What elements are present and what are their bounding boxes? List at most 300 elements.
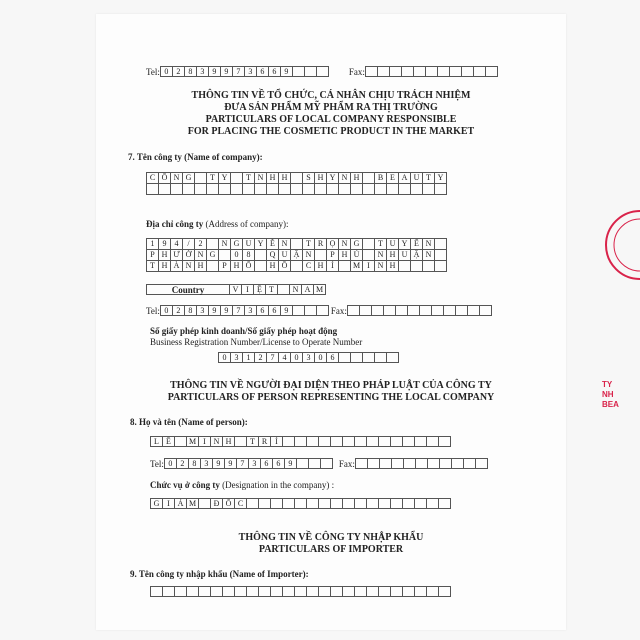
char-cell[interactable] (476, 458, 488, 469)
char-cell[interactable] (355, 586, 367, 597)
char-cell[interactable] (247, 586, 259, 597)
char-cell[interactable] (223, 586, 235, 597)
country-grid[interactable] (230, 284, 326, 295)
char-cell[interactable]: 1 (243, 352, 255, 363)
char-cell[interactable]: 9 (213, 458, 225, 469)
char-cell[interactable] (243, 184, 255, 195)
char-cell[interactable] (351, 184, 363, 195)
char-cell[interactable] (363, 184, 375, 195)
char-cell[interactable]: G (207, 250, 219, 261)
char-cell[interactable]: 6 (327, 352, 339, 363)
char-cell[interactable]: 6 (269, 305, 281, 316)
char-cell[interactable]: H (231, 261, 243, 272)
char-cell[interactable] (444, 305, 456, 316)
char-cell[interactable]: 2 (173, 66, 185, 77)
char-cell[interactable] (379, 586, 391, 597)
char-cell[interactable]: N (195, 250, 207, 261)
char-cell[interactable]: N (211, 436, 223, 447)
char-cell[interactable]: M (187, 498, 199, 509)
char-cell[interactable]: 6 (273, 458, 285, 469)
char-cell[interactable]: R (259, 436, 271, 447)
char-cell[interactable] (319, 498, 331, 509)
char-cell[interactable]: 0 (231, 250, 243, 261)
char-cell[interactable] (255, 184, 267, 195)
char-cell[interactable] (380, 458, 392, 469)
char-cell[interactable] (343, 586, 355, 597)
char-cell[interactable] (403, 498, 415, 509)
char-cell[interactable] (423, 261, 435, 272)
char-cell[interactable]: 7 (233, 305, 245, 316)
char-cell[interactable]: H (351, 173, 363, 184)
char-cell[interactable]: T (303, 239, 315, 250)
char-cell[interactable] (151, 586, 163, 597)
char-cell[interactable] (339, 352, 351, 363)
char-cell[interactable] (283, 498, 295, 509)
char-cell[interactable] (339, 184, 351, 195)
char-cell[interactable] (348, 305, 360, 316)
char-cell[interactable] (195, 173, 207, 184)
char-cell[interactable] (474, 66, 486, 77)
char-cell[interactable] (379, 498, 391, 509)
char-cell[interactable] (368, 458, 380, 469)
char-cell[interactable] (468, 305, 480, 316)
company-name-grid[interactable] (146, 172, 447, 195)
char-cell[interactable]: 6 (269, 66, 281, 77)
char-cell[interactable]: N (375, 261, 387, 272)
char-cell[interactable] (363, 250, 375, 261)
char-cell[interactable] (307, 436, 319, 447)
company-fax-grid[interactable] (347, 305, 492, 316)
char-cell[interactable] (355, 436, 367, 447)
char-cell[interactable] (307, 586, 319, 597)
char-cell[interactable] (408, 305, 420, 316)
char-cell[interactable]: H (387, 250, 399, 261)
char-cell[interactable] (327, 184, 339, 195)
char-cell[interactable]: 2 (173, 305, 185, 316)
char-cell[interactable]: Ê (163, 436, 175, 447)
char-cell[interactable]: H (279, 173, 291, 184)
char-cell[interactable]: H (159, 261, 171, 272)
char-cell[interactable]: U (399, 250, 411, 261)
char-cell[interactable] (291, 239, 303, 250)
char-cell[interactable] (416, 458, 428, 469)
char-cell[interactable]: 9 (281, 305, 293, 316)
char-cell[interactable]: Ọ (327, 239, 339, 250)
top-tel-grid[interactable] (160, 66, 329, 77)
person-fax-grid[interactable] (355, 458, 488, 469)
char-cell[interactable] (183, 184, 195, 195)
char-cell[interactable] (363, 352, 375, 363)
char-cell[interactable]: 3 (197, 66, 209, 77)
char-cell[interactable] (355, 498, 367, 509)
char-cell[interactable] (367, 436, 379, 447)
char-cell[interactable] (420, 305, 432, 316)
char-cell[interactable]: 0 (315, 352, 327, 363)
char-cell[interactable] (199, 498, 211, 509)
char-cell[interactable] (305, 66, 317, 77)
char-cell[interactable] (315, 184, 327, 195)
char-cell[interactable] (450, 66, 462, 77)
char-cell[interactable] (331, 498, 343, 509)
char-cell[interactable]: 0 (219, 352, 231, 363)
designation-grid[interactable] (150, 498, 451, 509)
char-cell[interactable] (439, 436, 451, 447)
char-cell[interactable] (259, 586, 271, 597)
char-cell[interactable] (428, 458, 440, 469)
char-cell[interactable] (427, 436, 439, 447)
char-cell[interactable]: S (303, 173, 315, 184)
char-cell[interactable]: C (235, 498, 247, 509)
char-cell[interactable] (403, 586, 415, 597)
char-cell[interactable]: Ô (159, 173, 171, 184)
char-cell[interactable] (414, 66, 426, 77)
designation-field[interactable] (150, 498, 451, 509)
person-tel-grid[interactable] (164, 458, 333, 469)
char-cell[interactable]: Y (255, 239, 267, 250)
char-cell[interactable]: 0 (291, 352, 303, 363)
char-cell[interactable]: 9 (159, 239, 171, 250)
char-cell[interactable]: G (183, 173, 195, 184)
char-cell[interactable] (235, 436, 247, 447)
char-cell[interactable]: N (171, 173, 183, 184)
char-cell[interactable] (343, 498, 355, 509)
importer-name-field[interactable] (150, 586, 451, 597)
char-cell[interactable]: 1 (147, 239, 159, 250)
char-cell[interactable]: 9 (281, 66, 293, 77)
char-cell[interactable]: Í (327, 261, 339, 272)
char-cell[interactable]: N (290, 284, 302, 295)
char-cell[interactable] (411, 184, 423, 195)
char-cell[interactable] (291, 173, 303, 184)
char-cell[interactable]: B (375, 173, 387, 184)
char-cell[interactable] (235, 586, 247, 597)
char-cell[interactable]: T (423, 173, 435, 184)
char-cell[interactable] (297, 458, 309, 469)
char-cell[interactable] (462, 66, 474, 77)
char-cell[interactable] (435, 184, 447, 195)
char-cell[interactable] (207, 184, 219, 195)
char-cell[interactable]: N (303, 250, 315, 261)
char-cell[interactable]: I (199, 436, 211, 447)
char-cell[interactable]: H (223, 436, 235, 447)
person-name-grid[interactable] (150, 436, 451, 447)
char-cell[interactable] (283, 586, 295, 597)
license-field[interactable] (218, 352, 399, 363)
char-cell[interactable]: G (151, 498, 163, 509)
char-cell[interactable] (291, 184, 303, 195)
char-cell[interactable]: N (279, 239, 291, 250)
char-cell[interactable]: U (387, 239, 399, 250)
char-cell[interactable] (278, 284, 290, 295)
char-cell[interactable] (438, 66, 450, 77)
char-cell[interactable] (259, 498, 271, 509)
char-cell[interactable]: À (171, 261, 183, 272)
char-cell[interactable]: C (303, 261, 315, 272)
char-cell[interactable] (175, 586, 187, 597)
address-field[interactable] (146, 238, 447, 272)
char-cell[interactable]: 3 (201, 458, 213, 469)
char-cell[interactable]: U (243, 239, 255, 250)
char-cell[interactable] (295, 498, 307, 509)
char-cell[interactable] (391, 586, 403, 597)
top-fax-grid[interactable] (365, 66, 498, 77)
char-cell[interactable] (339, 261, 351, 272)
char-cell[interactable] (303, 184, 315, 195)
char-cell[interactable]: / (183, 239, 195, 250)
char-cell[interactable] (255, 250, 267, 261)
char-cell[interactable]: 9 (285, 458, 297, 469)
char-cell[interactable]: 8 (185, 305, 197, 316)
char-cell[interactable] (384, 305, 396, 316)
char-cell[interactable] (387, 352, 399, 363)
char-cell[interactable] (363, 173, 375, 184)
char-cell[interactable]: Y (399, 239, 411, 250)
char-cell[interactable]: C (147, 173, 159, 184)
char-cell[interactable]: Ư (171, 250, 183, 261)
char-cell[interactable]: P (219, 261, 231, 272)
char-cell[interactable]: 3 (245, 305, 257, 316)
char-cell[interactable] (255, 261, 267, 272)
char-cell[interactable] (207, 261, 219, 272)
char-cell[interactable]: Á (175, 498, 187, 509)
char-cell[interactable]: N (219, 239, 231, 250)
char-cell[interactable]: Ể (411, 239, 423, 250)
char-cell[interactable]: 2 (177, 458, 189, 469)
char-cell[interactable]: Đ (211, 498, 223, 509)
char-cell[interactable]: 6 (261, 458, 273, 469)
char-cell[interactable]: N (339, 173, 351, 184)
char-cell[interactable] (392, 458, 404, 469)
char-cell[interactable]: T (266, 284, 278, 295)
char-cell[interactable]: H (267, 261, 279, 272)
char-cell[interactable]: 8 (189, 458, 201, 469)
char-cell[interactable]: N (375, 250, 387, 261)
char-cell[interactable]: H (195, 261, 207, 272)
char-cell[interactable] (317, 305, 329, 316)
char-cell[interactable]: H (315, 173, 327, 184)
char-cell[interactable]: Ễ (267, 239, 279, 250)
char-cell[interactable]: 9 (225, 458, 237, 469)
address-grid[interactable] (146, 238, 447, 272)
char-cell[interactable] (486, 66, 498, 77)
char-cell[interactable]: 3 (231, 352, 243, 363)
char-cell[interactable] (187, 586, 199, 597)
char-cell[interactable] (307, 498, 319, 509)
person-name-field[interactable] (150, 436, 451, 447)
char-cell[interactable]: T (243, 173, 255, 184)
char-cell[interactable] (399, 261, 411, 272)
char-cell[interactable] (293, 66, 305, 77)
char-cell[interactable]: 9 (209, 66, 221, 77)
char-cell[interactable]: T (207, 173, 219, 184)
char-cell[interactable]: 2 (195, 239, 207, 250)
license-grid[interactable] (218, 352, 399, 363)
char-cell[interactable] (195, 184, 207, 195)
char-cell[interactable] (295, 586, 307, 597)
char-cell[interactable]: I (363, 261, 375, 272)
char-cell[interactable]: U (411, 173, 423, 184)
char-cell[interactable] (367, 586, 379, 597)
char-cell[interactable]: 4 (171, 239, 183, 250)
char-cell[interactable]: I (242, 284, 254, 295)
char-cell[interactable]: Ồ (279, 261, 291, 272)
char-cell[interactable] (219, 184, 231, 195)
char-cell[interactable]: Y (435, 173, 447, 184)
char-cell[interactable] (295, 436, 307, 447)
char-cell[interactable] (207, 239, 219, 250)
char-cell[interactable] (464, 458, 476, 469)
char-cell[interactable] (211, 586, 223, 597)
char-cell[interactable] (247, 498, 259, 509)
char-cell[interactable] (387, 184, 399, 195)
char-cell[interactable]: Q (267, 250, 279, 261)
char-cell[interactable]: M (187, 436, 199, 447)
char-cell[interactable]: M (351, 261, 363, 272)
char-cell[interactable]: T (147, 261, 159, 272)
char-cell[interactable] (231, 184, 243, 195)
char-cell[interactable] (402, 66, 414, 77)
char-cell[interactable]: N (339, 239, 351, 250)
char-cell[interactable] (427, 586, 439, 597)
char-cell[interactable] (231, 173, 243, 184)
char-cell[interactable]: Ệ (254, 284, 266, 295)
char-cell[interactable] (391, 498, 403, 509)
char-cell[interactable] (219, 250, 231, 261)
char-cell[interactable]: L (151, 436, 163, 447)
char-cell[interactable]: 7 (267, 352, 279, 363)
char-cell[interactable]: 8 (243, 250, 255, 261)
char-cell[interactable] (379, 436, 391, 447)
char-cell[interactable]: H (159, 250, 171, 261)
char-cell[interactable]: R (315, 239, 327, 250)
char-cell[interactable] (432, 305, 444, 316)
char-cell[interactable] (367, 498, 379, 509)
char-cell[interactable] (271, 498, 283, 509)
char-cell[interactable] (375, 184, 387, 195)
char-cell[interactable] (452, 458, 464, 469)
char-cell[interactable]: H (267, 173, 279, 184)
char-cell[interactable]: P (147, 250, 159, 261)
char-cell[interactable] (426, 66, 438, 77)
char-cell[interactable] (283, 436, 295, 447)
char-cell[interactable] (423, 184, 435, 195)
char-cell[interactable]: 3 (249, 458, 261, 469)
char-cell[interactable] (480, 305, 492, 316)
char-cell[interactable]: Ậ (291, 250, 303, 261)
char-cell[interactable]: I (163, 498, 175, 509)
char-cell[interactable]: A (302, 284, 314, 295)
char-cell[interactable] (271, 586, 283, 597)
char-cell[interactable]: 7 (237, 458, 249, 469)
char-cell[interactable]: E (387, 173, 399, 184)
char-cell[interactable]: 3 (245, 66, 257, 77)
char-cell[interactable]: 3 (197, 305, 209, 316)
char-cell[interactable]: Y (327, 173, 339, 184)
char-cell[interactable]: 2 (255, 352, 267, 363)
char-cell[interactable]: H (387, 261, 399, 272)
char-cell[interactable] (159, 184, 171, 195)
char-cell[interactable]: 0 (161, 305, 173, 316)
char-cell[interactable] (404, 458, 416, 469)
char-cell[interactable]: U (279, 250, 291, 261)
char-cell[interactable] (435, 239, 447, 250)
char-cell[interactable] (163, 586, 175, 597)
char-cell[interactable] (319, 436, 331, 447)
char-cell[interactable] (343, 436, 355, 447)
char-cell[interactable] (331, 436, 343, 447)
char-cell[interactable] (171, 184, 183, 195)
char-cell[interactable]: M (314, 284, 326, 295)
char-cell[interactable]: Ú (351, 250, 363, 261)
char-cell[interactable] (415, 436, 427, 447)
char-cell[interactable] (293, 305, 305, 316)
char-cell[interactable]: Ậ (411, 250, 423, 261)
char-cell[interactable] (279, 184, 291, 195)
char-cell[interactable]: N (255, 173, 267, 184)
char-cell[interactable]: H (339, 250, 351, 261)
char-cell[interactable] (199, 586, 211, 597)
char-cell[interactable] (356, 458, 368, 469)
char-cell[interactable]: T (375, 239, 387, 250)
char-cell[interactable]: N (183, 261, 195, 272)
char-cell[interactable]: G (351, 239, 363, 250)
char-cell[interactable]: 0 (161, 66, 173, 77)
char-cell[interactable] (411, 261, 423, 272)
char-cell[interactable] (427, 498, 439, 509)
char-cell[interactable] (321, 458, 333, 469)
char-cell[interactable] (415, 498, 427, 509)
char-cell[interactable]: H (315, 261, 327, 272)
char-cell[interactable]: N (423, 239, 435, 250)
char-cell[interactable]: Í (271, 436, 283, 447)
char-cell[interactable]: T (247, 436, 259, 447)
char-cell[interactable] (456, 305, 468, 316)
char-cell[interactable]: 3 (303, 352, 315, 363)
char-cell[interactable]: 6 (257, 305, 269, 316)
char-cell[interactable]: 9 (209, 305, 221, 316)
char-cell[interactable] (391, 436, 403, 447)
char-cell[interactable]: 6 (257, 66, 269, 77)
char-cell[interactable]: V (230, 284, 242, 295)
char-cell[interactable] (147, 184, 159, 195)
char-cell[interactable] (439, 498, 451, 509)
char-cell[interactable]: Ố (223, 498, 235, 509)
char-cell[interactable] (319, 586, 331, 597)
char-cell[interactable] (351, 352, 363, 363)
char-cell[interactable] (175, 436, 187, 447)
char-cell[interactable] (291, 261, 303, 272)
company-tel-grid[interactable] (160, 305, 329, 316)
char-cell[interactable]: 0 (165, 458, 177, 469)
char-cell[interactable] (366, 66, 378, 77)
importer-name-grid[interactable] (150, 586, 451, 597)
char-cell[interactable]: Ố (243, 261, 255, 272)
char-cell[interactable] (372, 305, 384, 316)
char-cell[interactable]: G (231, 239, 243, 250)
char-cell[interactable]: 7 (233, 66, 245, 77)
char-cell[interactable] (435, 261, 447, 272)
char-cell[interactable] (267, 184, 279, 195)
char-cell[interactable] (440, 458, 452, 469)
char-cell[interactable]: 8 (185, 66, 197, 77)
char-cell[interactable] (390, 66, 402, 77)
char-cell[interactable] (435, 250, 447, 261)
char-cell[interactable] (363, 239, 375, 250)
char-cell[interactable] (378, 66, 390, 77)
char-cell[interactable]: P (327, 250, 339, 261)
char-cell[interactable]: A (399, 173, 411, 184)
char-cell[interactable] (331, 586, 343, 597)
